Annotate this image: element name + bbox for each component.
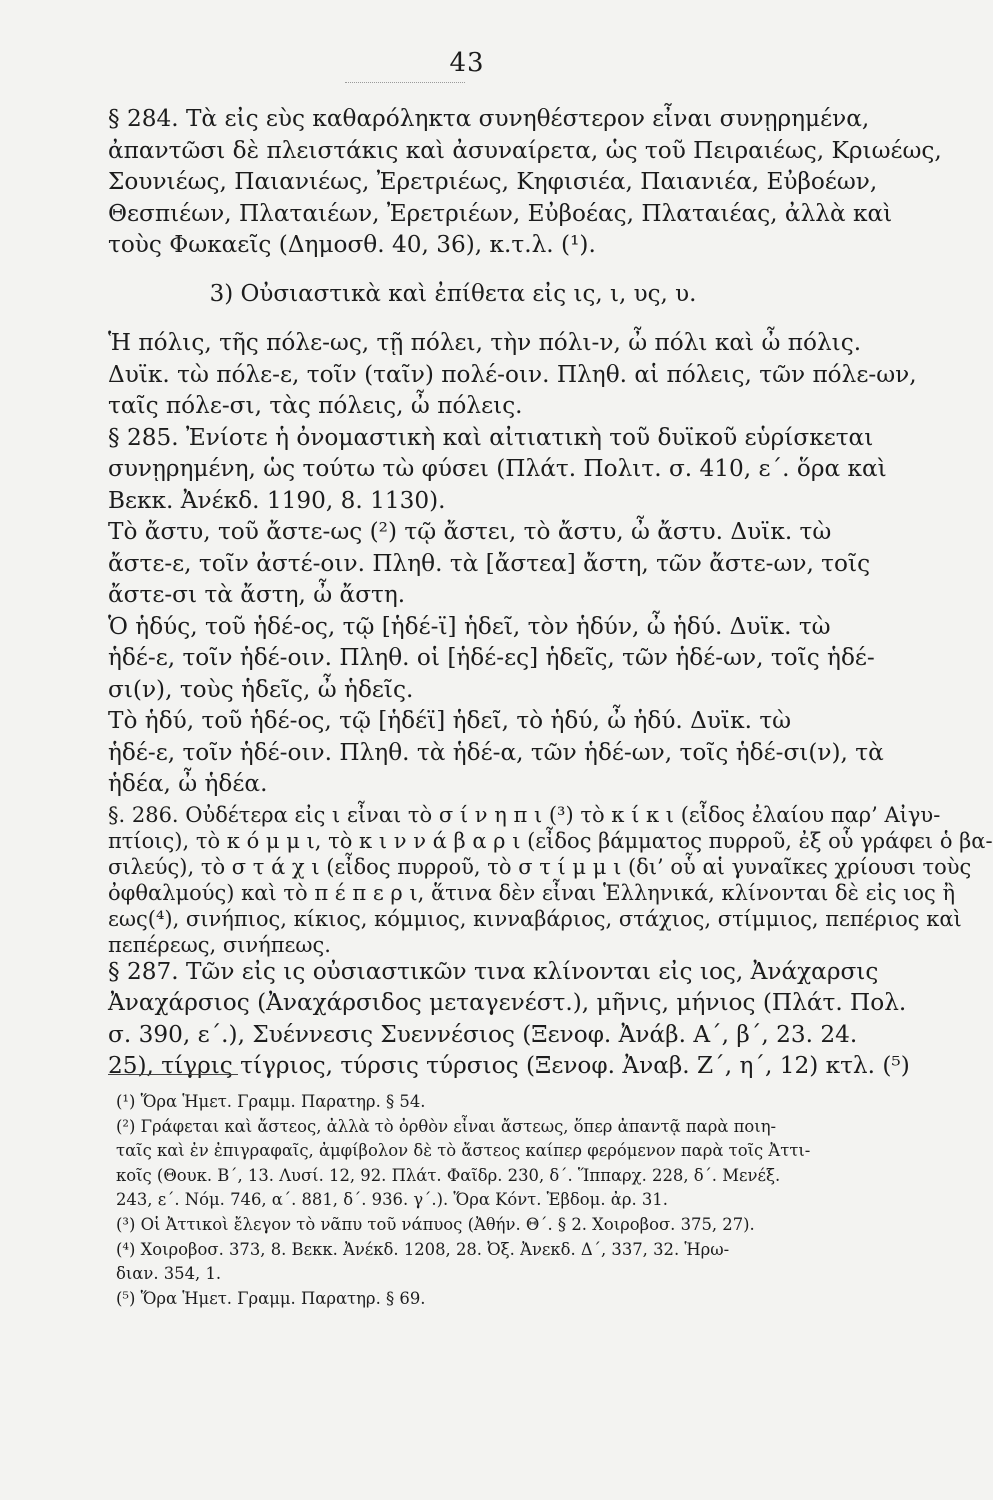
text-line: ὀφθαλμούς) καὶ τὸ π έ π ε ρ ι, ἅτινα δὲν εἶναι Ἑλληνικά, κλίνονται δὲ εἰς ιος ἢ	[108, 880, 956, 905]
text-line: πτίοις), τὸ κ ό μ μ ι, τὸ κ ι ν ν ά β α ρ ι (εἶδος βάμματος πυρροῦ, ἐξ οὗ γράφει ὁ βα-	[108, 828, 993, 853]
text-line: §. 286. Οὐδέτερα εἰς ι εἶναι τὸ σ ί ν η π ι (³) τὸ κ ί κ ι (εἶδος ἐλαίου παρ’ Αἰγυ-	[108, 802, 941, 827]
section-287	[108, 957, 910, 1080]
text-line: Σουνιέως, Παιανιέως, Ἐρετριέως, Κηφισιέα, Παιανιέα, Εὐβοέων,	[108, 168, 878, 195]
footnote-1: (¹) Ὅρα Ἡμετ. Γραμμ. Παρατηρ. § 54.	[116, 1092, 426, 1111]
text-line: ἀπαντῶσι δὲ πλειστάκις καὶ ἀσυναίρετα, ὡς τοῦ Πειραιέως, Κριωέως,	[108, 136, 942, 164]
section-286	[108, 802, 993, 957]
text-line: § 287. Τῶν εἰς ις οὐσιαστικῶν τινα κλίνονται εἰς ιος, Ἀνάχαρσις	[108, 957, 879, 985]
text-line: ταῖς πόλε-σι, τὰς πόλεις, ὦ πόλεις.	[108, 392, 523, 419]
text-line: Τὸ ἡδύ, τοῦ ἡδέ-ος, τῷ [ἡδέϊ] ἡδεῖ, τὸ ἡδύ, ὦ ἡδύ. Δυϊκ. τὼ	[108, 707, 792, 734]
footnotes	[116, 1092, 811, 1313]
footnote-4-cont: διαν. 354, 1.	[116, 1264, 222, 1284]
text-line: σι(ν), τοὺς ἡδεῖς, ὦ ἡδεῖς.	[108, 675, 414, 703]
footnote-4: (⁴) Χοιροβοσ. 373, 8. Βεκκ. Ἀνέκδ. 1208, 28. Ὀξ. Ἀνεκδ. Δ΄, 337, 32. Ἡρω-	[116, 1239, 730, 1259]
main-text	[108, 105, 993, 1085]
footnote-5: (⁵) Ὅρα Ἡμετ. Γραμμ. Παρατηρ. § 69.	[116, 1288, 426, 1308]
text-line: ἡδέ-ε, τοῖν ἡδέ-οιν. Πληθ. οἱ [ἡδέ-ες] ἡδεῖς, τῶν ἡδέ-ων, τοῖς ἡδέ-	[108, 644, 875, 671]
text-line: Βεκκ. Ἀνέκδ. 1190, 8. 1130).	[108, 486, 446, 514]
footnote-2-cont: 243, ε΄. Νόμ. 746, α΄. 881, δ΄. 936. γ΄.). Ὅρα Κόντ. Ἑβδομ. ἀρ. 31.	[116, 1190, 668, 1210]
text-line: ἡδέ-ε, τοῖν ἡδέ-οιν. Πληθ. τὰ ἡδέ-α, τῶν ἡδέ-ων, τοῖς ἡδέ-σι(ν), τὰ	[108, 738, 884, 766]
footnote-2-cont: κοῖς (Θουκ. Β΄, 13. Λυσί. 12, 92. Πλάτ. Φαῖδρ. 230, δ΄. Ἵππαρχ. 228, δ΄. Μενέξ.	[116, 1165, 781, 1185]
text-line: ἄστε-ε, τοῖν ἀστέ-οιν. Πληθ. τὰ [ἄστεα] ἄστη, τῶν ἄστε-ων, τοῖς	[108, 549, 871, 577]
text-line: Δυϊκ. τὼ πόλε-ε, τοῖν (ταῖν) πολέ-οιν. Πληθ. αἱ πόλεις, τῶν πόλε-ων,	[108, 360, 917, 388]
footnote-3: (³) Οἱ Ἀττικοὶ ἔλεγον τὸ νᾶπυ τοῦ νάπυος (Ἀθήν. Θ΄. § 2. Χοιροβοσ. 375, 27).	[116, 1214, 755, 1234]
section-284	[108, 105, 942, 258]
text-line: συνῃρημένη, ὡς τούτω τὼ φύσει (Πλάτ. Πολιτ. σ. 410, ε΄. ὅρα καὶ	[108, 455, 887, 482]
declension-block	[108, 329, 917, 797]
text-line: § 285. Ἐνίοτε ἡ ὀνομαστικὴ καὶ αἰτιατικὴ τοῦ δυϊκοῦ εὑρίσκεται	[108, 423, 874, 451]
section-heading: 3) Οὐσιαστικὰ καὶ ἐπίθετα εἰς ις, ι, υς, υ.	[209, 281, 697, 307]
text-line: Τὸ ἄστυ, τοῦ ἄστε-ως (²) τῷ ἄστει, τὸ ἄστυ, ὦ ἄστυ. Δυϊκ. τὼ	[108, 518, 832, 545]
footnote-divider	[108, 1074, 238, 1075]
text-line: εως(⁴), σινήπιος, κίκιος, κόμμιος, κινναβάριος, στάχιος, στίμμιος, πεπέριος καὶ	[108, 906, 962, 931]
footnote-2: (²) Γράφεται καὶ ἄστεος, ἀλλὰ τὸ ὀρθὸν εἶναι ἄστεως, ὅπερ ἀπαντᾷ παρὰ ποιη-	[116, 1116, 777, 1136]
text-line: πεπέρεως, σινήπεως.	[108, 932, 331, 957]
text-line: Ἡ πόλις, τῆς πόλε-ως, τῇ πόλει, τὴν πόλι-ν, ὦ πόλι καὶ ὦ πόλις.	[108, 329, 862, 356]
text-line: τοὺς Φωκαεῖς (Δημοσθ. 40, 36), κ.τ.λ. (¹).	[108, 231, 596, 258]
text-line: ἡδέα, ὦ ἡδέα.	[108, 770, 268, 797]
text-line: σιλεύς), τὸ σ τ ά χ ι (εἶδος πυρροῦ, τὸ σ τ ί μ μ ι (δι’ οὗ αἱ γυναῖκες χρίουσι τοὺς	[108, 854, 972, 879]
text-line: ἄστε-σι τὰ ἄστη, ὦ ἄστη.	[108, 581, 406, 608]
text-line: σ. 390, ε΄.), Συέννεσις Συεννέσιος (Ξενοφ. Ἀνάβ. Α΄, β΄, 23. 24.	[108, 1020, 858, 1048]
text-line: § 284. Τὰ εἰς εὺς καθαρόληκτα συνηθέστερον εἶναι συνῃρημένα,	[108, 105, 870, 132]
footnote-2-cont: ταῖς καὶ ἐν ἐπιγραφαῖς, ἀμφίβολον δὲ τὸ ἄστεος καίπερ φερόμενον παρὰ τοῖς Ἀττι-	[116, 1141, 811, 1161]
text-line: Θεσπιέων, Πλαταιέων, Ἐρετριέων, Εὐβοέας, Πλαταιέας, ἀλλὰ καὶ	[108, 199, 893, 227]
text-line: Ὁ ἡδύς, τοῦ ἡδέ-ος, τῷ [ἡδέ-ϊ] ἡδεῖ, τὸν ἡδύν, ὦ ἡδύ. Δυϊκ. τὼ	[108, 612, 831, 640]
ornament-rule	[345, 82, 465, 86]
text-line: Ἀναχάρσιος (Ἀναχάρσιδος μεταγενέστ.), μῆνις, μήνιος (Πλάτ. Πολ.	[108, 989, 907, 1016]
page-number: 43	[449, 48, 485, 78]
text-line: 25), τίγρις τίγριος, τύρσις τύρσιος (Ξενοφ. Ἀναβ. Ζ΄, η΄, 12) κτλ. (⁵)	[108, 1052, 910, 1079]
